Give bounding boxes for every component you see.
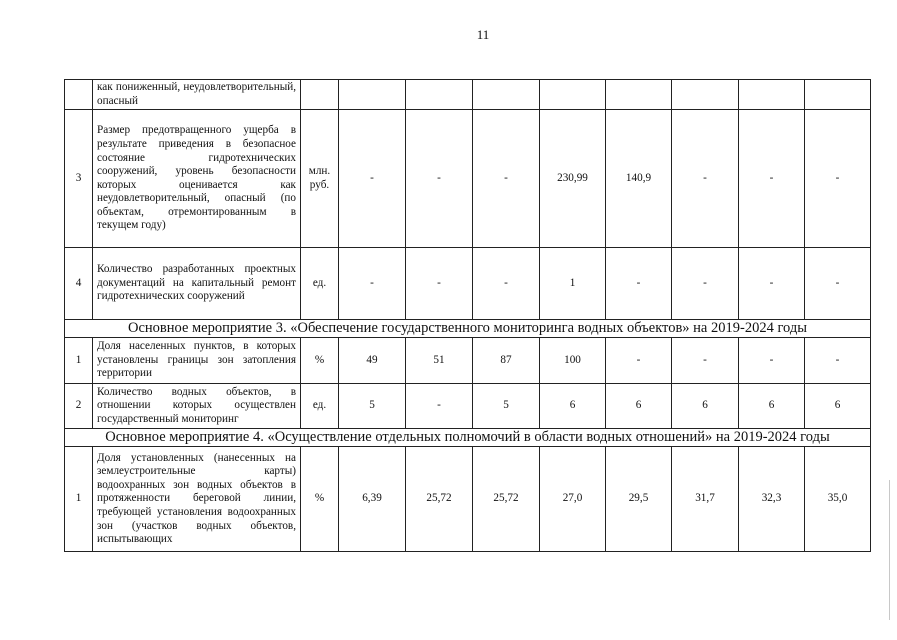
value-cell: - (406, 248, 473, 320)
value-cell: - (406, 384, 473, 429)
row-number-cell: 3 (65, 110, 93, 248)
value-cell: 6 (606, 384, 672, 429)
value-cell: 100 (540, 338, 606, 384)
table-row (65, 110, 871, 248)
indicator-name-cell: Доля населенных пунктов, в которых установлены границы зон затопления территории (93, 338, 301, 384)
value-cell: 6 (739, 384, 805, 429)
value-cell: 5 (473, 384, 540, 429)
value-cell: - (406, 110, 473, 248)
table-row (65, 384, 871, 429)
unit-cell: ед. (301, 384, 339, 429)
row-number-cell: 4 (65, 248, 93, 320)
section-title: Основное мероприятие 3. «Обеспечение государственного мониторинга водных объектов» на 2019-2024 годы (65, 320, 871, 338)
value-cell: 6 (672, 384, 739, 429)
value-cell: - (672, 110, 739, 248)
value-cell: 29,5 (606, 447, 672, 552)
value-cell: 140,9 (606, 110, 672, 248)
value-cell: - (805, 110, 871, 248)
value-cell: - (739, 338, 805, 384)
value-cell: 6 (805, 384, 871, 429)
value-cell: 25,72 (406, 447, 473, 552)
row-number-cell: 2 (65, 384, 93, 429)
value-cell: 35,0 (805, 447, 871, 552)
indicator-name-cell: Размер предотвращенного ущерба в результате приведения в безопасное состояние гидротехнических сооружений, уровень безопасности которых оценивается как неудовлетворительный, опасный (по объектам, отремонтированным в текущем году) (93, 110, 301, 248)
value-cell: - (739, 110, 805, 248)
value-cell: 27,0 (540, 447, 606, 552)
table-row (65, 248, 871, 320)
value-cell: - (739, 248, 805, 320)
unit-cell (301, 80, 339, 110)
value-cell: - (339, 110, 406, 248)
row-number-cell: 1 (65, 447, 93, 552)
table-row (65, 447, 871, 552)
value-cell: 6 (540, 384, 606, 429)
value-cell: - (473, 110, 540, 248)
row-number-cell (65, 80, 93, 110)
unit-cell: ед. (301, 248, 339, 320)
value-cell: - (805, 248, 871, 320)
value-cell (473, 80, 540, 110)
value-cell (672, 80, 739, 110)
scan-edge-line (889, 480, 890, 620)
value-cell: - (473, 248, 540, 320)
section-header-row (65, 320, 871, 338)
indicator-name-cell: Доля установленных (нанесенных на землеустроительные карты) водоохранных зон водных объектов в протяженности береговой линии, требующей установления водоохранных зон (участков водных объектов, испытывающих (93, 447, 301, 552)
section-header-row (65, 429, 871, 447)
value-cell (540, 80, 606, 110)
value-cell: 25,72 (473, 447, 540, 552)
indicator-name-cell: Количество разработанных проектных документаций на капитальный ремонт гидротехнических сооружений (93, 248, 301, 320)
row-number-cell: 1 (65, 338, 93, 384)
value-cell: 49 (339, 338, 406, 384)
section-title: Основное мероприятие 4. «Осуществление отдельных полномочий в области водных отношений» на 2019-2024 годы (65, 429, 871, 447)
unit-cell: млн. руб. (301, 110, 339, 248)
table-row (65, 338, 871, 384)
value-cell: - (606, 248, 672, 320)
value-cell: - (606, 338, 672, 384)
page-number: 11 (476, 27, 490, 42)
value-cell: 31,7 (672, 447, 739, 552)
value-cell: 230,99 (540, 110, 606, 248)
value-cell: 5 (339, 384, 406, 429)
value-cell (339, 80, 406, 110)
value-cell: - (805, 338, 871, 384)
indicators-table (64, 79, 871, 552)
value-cell: 32,3 (739, 447, 805, 552)
value-cell: 1 (540, 248, 606, 320)
value-cell (739, 80, 805, 110)
indicator-name-cell: как пониженный, неудовлетворительный, опасный (93, 80, 301, 110)
value-cell: - (672, 248, 739, 320)
value-cell: 51 (406, 338, 473, 384)
unit-cell: % (301, 338, 339, 384)
value-cell: 6,39 (339, 447, 406, 552)
value-cell: 87 (473, 338, 540, 384)
value-cell (606, 80, 672, 110)
value-cell (406, 80, 473, 110)
value-cell: - (672, 338, 739, 384)
value-cell (805, 80, 871, 110)
unit-cell: % (301, 447, 339, 552)
value-cell: - (339, 248, 406, 320)
table-row (65, 80, 871, 110)
indicator-name-cell: Количество водных объектов, в отношении которых осуществлен государственный мониторинг (93, 384, 301, 429)
